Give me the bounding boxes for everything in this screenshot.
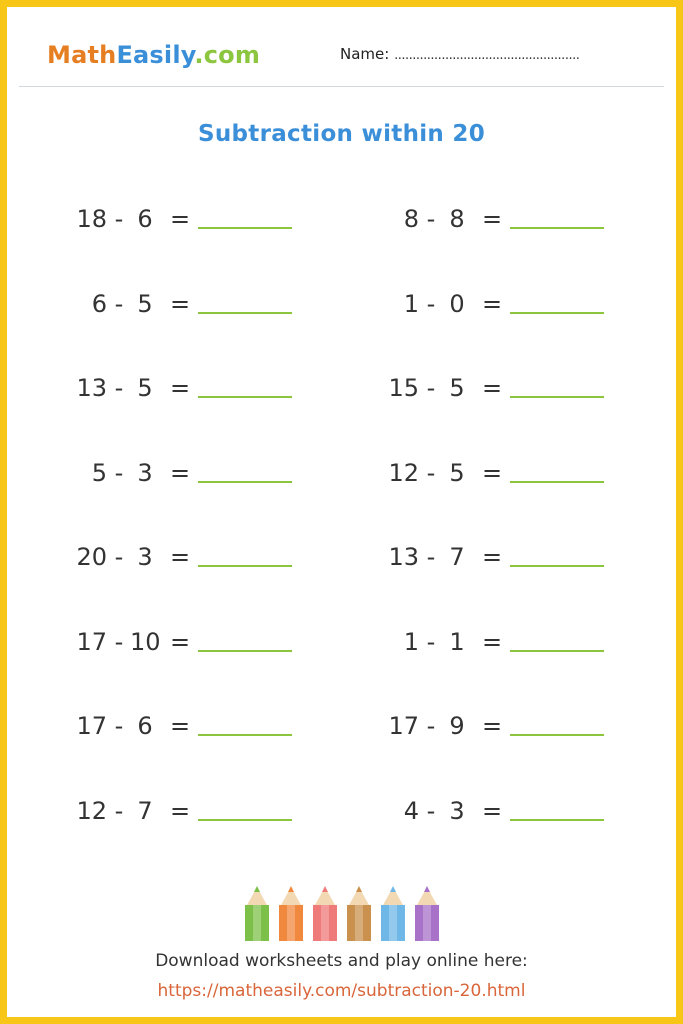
minus-sign: - bbox=[426, 712, 436, 740]
minus-sign: - bbox=[114, 628, 124, 656]
subtrahend: 5 bbox=[137, 290, 153, 318]
answer-blank[interactable] bbox=[510, 819, 604, 821]
minuend: 17 bbox=[388, 712, 419, 740]
problem-left-8 bbox=[67, 797, 307, 827]
equals-sign: = bbox=[170, 712, 191, 740]
equals-sign: = bbox=[482, 374, 503, 402]
minuend: 17 bbox=[76, 628, 107, 656]
minus-sign: - bbox=[114, 205, 124, 233]
minuend: 4 bbox=[403, 797, 419, 825]
problem-right-6 bbox=[379, 628, 619, 658]
problem-left-5 bbox=[67, 543, 307, 573]
subtrahend: 3 bbox=[137, 459, 153, 487]
answer-blank[interactable] bbox=[510, 396, 604, 398]
problem-right-2 bbox=[379, 290, 619, 320]
equals-sign: = bbox=[482, 797, 503, 825]
minuend: 12 bbox=[388, 459, 419, 487]
problem-right-3 bbox=[379, 374, 619, 404]
pencil-icon bbox=[381, 886, 405, 941]
pencil-icon bbox=[415, 886, 439, 941]
minuend: 1 bbox=[403, 290, 419, 318]
subtrahend: 7 bbox=[137, 797, 153, 825]
minus-sign: - bbox=[114, 374, 124, 402]
equals-sign: = bbox=[170, 797, 191, 825]
subtrahend: 9 bbox=[449, 712, 465, 740]
answer-blank[interactable] bbox=[198, 819, 292, 821]
problem-left-6 bbox=[67, 628, 307, 658]
subtrahend: 8 bbox=[449, 205, 465, 233]
subtrahend: 5 bbox=[449, 459, 465, 487]
answer-blank[interactable] bbox=[198, 481, 292, 483]
minuend: 5 bbox=[91, 459, 107, 487]
minus-sign: - bbox=[426, 374, 436, 402]
equals-sign: = bbox=[170, 628, 191, 656]
equals-sign: = bbox=[482, 205, 503, 233]
minus-sign: - bbox=[114, 459, 124, 487]
pencil-icon bbox=[347, 886, 371, 941]
pencils-illustration bbox=[240, 883, 448, 943]
answer-blank[interactable] bbox=[198, 227, 292, 229]
answer-blank[interactable] bbox=[198, 396, 292, 398]
problem-right-5 bbox=[379, 543, 619, 573]
footer-link[interactable]: https://matheasily.com/subtraction-20.html bbox=[157, 981, 526, 1001]
equals-sign: = bbox=[170, 290, 191, 318]
minuend: 13 bbox=[388, 543, 419, 571]
minus-sign: - bbox=[426, 290, 436, 318]
subtrahend: 1 bbox=[449, 628, 465, 656]
subtrahend: 7 bbox=[449, 543, 465, 571]
logo-part-math: Math bbox=[47, 41, 117, 69]
name-label: Name: bbox=[340, 45, 390, 63]
equals-sign: = bbox=[170, 459, 191, 487]
subtrahend: 5 bbox=[449, 374, 465, 402]
subtrahend: 3 bbox=[449, 797, 465, 825]
minuend: 13 bbox=[76, 374, 107, 402]
answer-blank[interactable] bbox=[510, 481, 604, 483]
minuend: 15 bbox=[388, 374, 419, 402]
problem-right-8 bbox=[379, 797, 619, 827]
answer-blank[interactable] bbox=[510, 650, 604, 652]
minuend: 8 bbox=[403, 205, 419, 233]
answer-blank[interactable] bbox=[198, 565, 292, 567]
equals-sign: = bbox=[482, 628, 503, 656]
equals-sign: = bbox=[482, 712, 503, 740]
minuend: 1 bbox=[403, 628, 419, 656]
minuend: 12 bbox=[76, 797, 107, 825]
problem-grid bbox=[7, 7, 676, 1017]
equals-sign: = bbox=[170, 543, 191, 571]
subtrahend: 0 bbox=[449, 290, 465, 318]
minus-sign: - bbox=[426, 459, 436, 487]
answer-blank[interactable] bbox=[198, 650, 292, 652]
problem-right-1 bbox=[379, 205, 619, 235]
answer-blank[interactable] bbox=[198, 734, 292, 736]
answer-blank[interactable] bbox=[510, 312, 604, 314]
logo-part-com: .com bbox=[194, 41, 261, 69]
worksheet-title: Subtraction within 20 bbox=[197, 121, 486, 147]
problem-left-4 bbox=[67, 459, 307, 489]
subtrahend: 3 bbox=[137, 543, 153, 571]
answer-blank[interactable] bbox=[198, 312, 292, 314]
minus-sign: - bbox=[114, 712, 124, 740]
equals-sign: = bbox=[482, 290, 503, 318]
subtrahend: 5 bbox=[137, 374, 153, 402]
minus-sign: - bbox=[426, 797, 436, 825]
equals-sign: = bbox=[482, 459, 503, 487]
minus-sign: - bbox=[114, 797, 124, 825]
minus-sign: - bbox=[426, 205, 436, 233]
pencil-icon bbox=[279, 886, 303, 941]
minus-sign: - bbox=[114, 543, 124, 571]
problem-left-3 bbox=[67, 374, 307, 404]
minuend: 20 bbox=[76, 543, 107, 571]
equals-sign: = bbox=[170, 374, 191, 402]
minuend: 17 bbox=[76, 712, 107, 740]
minuend: 18 bbox=[76, 205, 107, 233]
equals-sign: = bbox=[170, 205, 191, 233]
subtrahend: 10 bbox=[130, 628, 161, 656]
subtrahend: 6 bbox=[137, 205, 153, 233]
subtrahend: 6 bbox=[137, 712, 153, 740]
footer-text: Download worksheets and play online here: bbox=[155, 951, 528, 971]
problem-left-2 bbox=[67, 290, 307, 320]
problem-right-7 bbox=[379, 712, 619, 742]
problem-left-7 bbox=[67, 712, 307, 742]
answer-blank[interactable] bbox=[510, 565, 604, 567]
minus-sign: - bbox=[426, 543, 436, 571]
pencil-icon bbox=[313, 886, 337, 941]
logo-part-easily: Easily bbox=[116, 41, 195, 69]
worksheet-page bbox=[7, 7, 676, 1017]
answer-blank[interactable] bbox=[510, 734, 604, 736]
pencil-icon bbox=[245, 886, 269, 941]
minuend: 6 bbox=[91, 290, 107, 318]
minus-sign: - bbox=[426, 628, 436, 656]
answer-blank[interactable] bbox=[510, 227, 604, 229]
problem-right-4 bbox=[379, 459, 619, 489]
problem-left-1 bbox=[67, 205, 307, 235]
minus-sign: - bbox=[114, 290, 124, 318]
name-dots: ................................................... bbox=[394, 48, 580, 63]
equals-sign: = bbox=[482, 543, 503, 571]
